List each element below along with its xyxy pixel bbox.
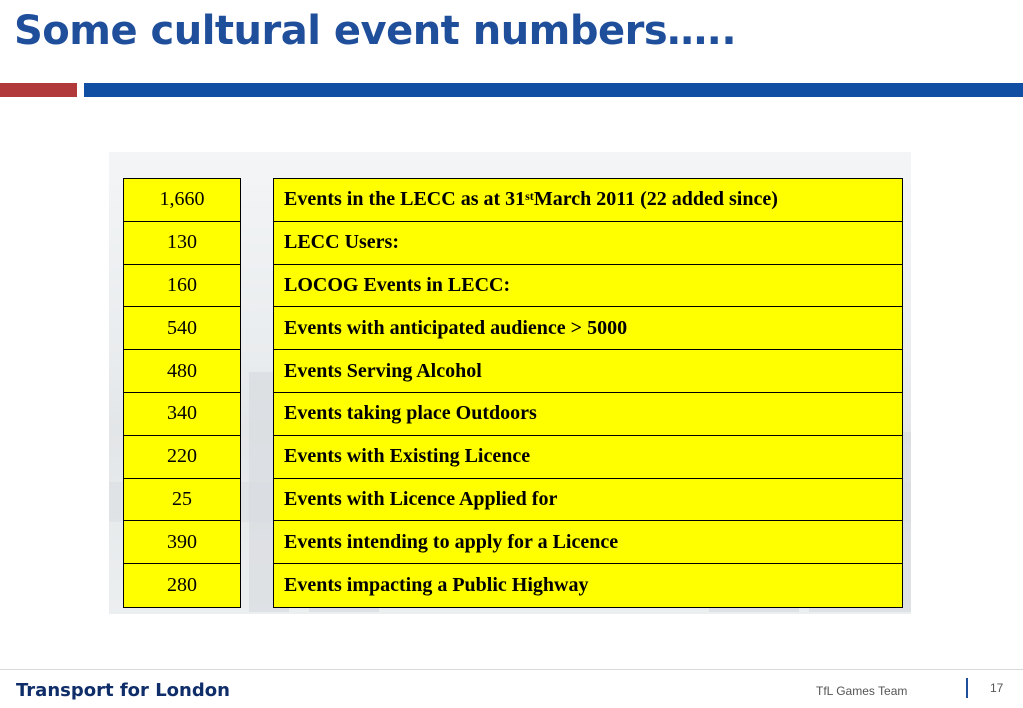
value-cell: 220	[124, 436, 240, 479]
description-cell: Events impacting a Public Highway	[284, 574, 589, 597]
description-text-pre: Events in the LECC as at 31	[284, 188, 526, 211]
footer-separator	[966, 678, 968, 698]
description-cell: LOCOG Events in LECC:	[274, 265, 902, 308]
footer-divider	[0, 669, 1023, 670]
page-number: 17	[990, 681, 1004, 695]
value-cell: 390	[124, 521, 240, 564]
description-cell: Events with Existing Licence	[274, 436, 902, 479]
description-text-post: March 2011 (22 added since)	[533, 188, 778, 211]
slide-title: Some cultural event numbers…..	[14, 8, 737, 54]
description-cell: Events intending to apply for a Licence	[274, 521, 902, 564]
values-column	[123, 178, 241, 608]
value-cell: 25	[124, 479, 240, 522]
value-cell: 540	[124, 307, 240, 350]
value-cell: 280	[167, 574, 197, 597]
description-cell: Events in the LECC as at 31 $^{st}$ March 2011 (22 added since)	[274, 179, 902, 222]
value-cell: 340	[124, 393, 240, 436]
value-cell: 480	[124, 350, 240, 393]
description-cell: Events with Licence Applied for	[274, 479, 902, 522]
description-cell: LECC Users:	[274, 222, 902, 265]
value-cell: 160	[124, 265, 240, 308]
description-cell: Events taking place Outdoors	[274, 393, 902, 436]
descriptions-column	[273, 178, 903, 608]
description-cell: Events Serving Alcohol	[274, 350, 902, 393]
value-cell: 1,660	[124, 179, 240, 222]
footer-brand-logo: Transport for London	[16, 680, 230, 701]
title-accent-bar-blue	[84, 83, 1023, 97]
description-cell: Events with anticipated audience > 5000	[274, 307, 902, 350]
title-accent-bar-red	[0, 83, 77, 97]
value-cell: 130	[124, 222, 240, 265]
footer-team-label: TfL Games Team	[816, 684, 908, 698]
